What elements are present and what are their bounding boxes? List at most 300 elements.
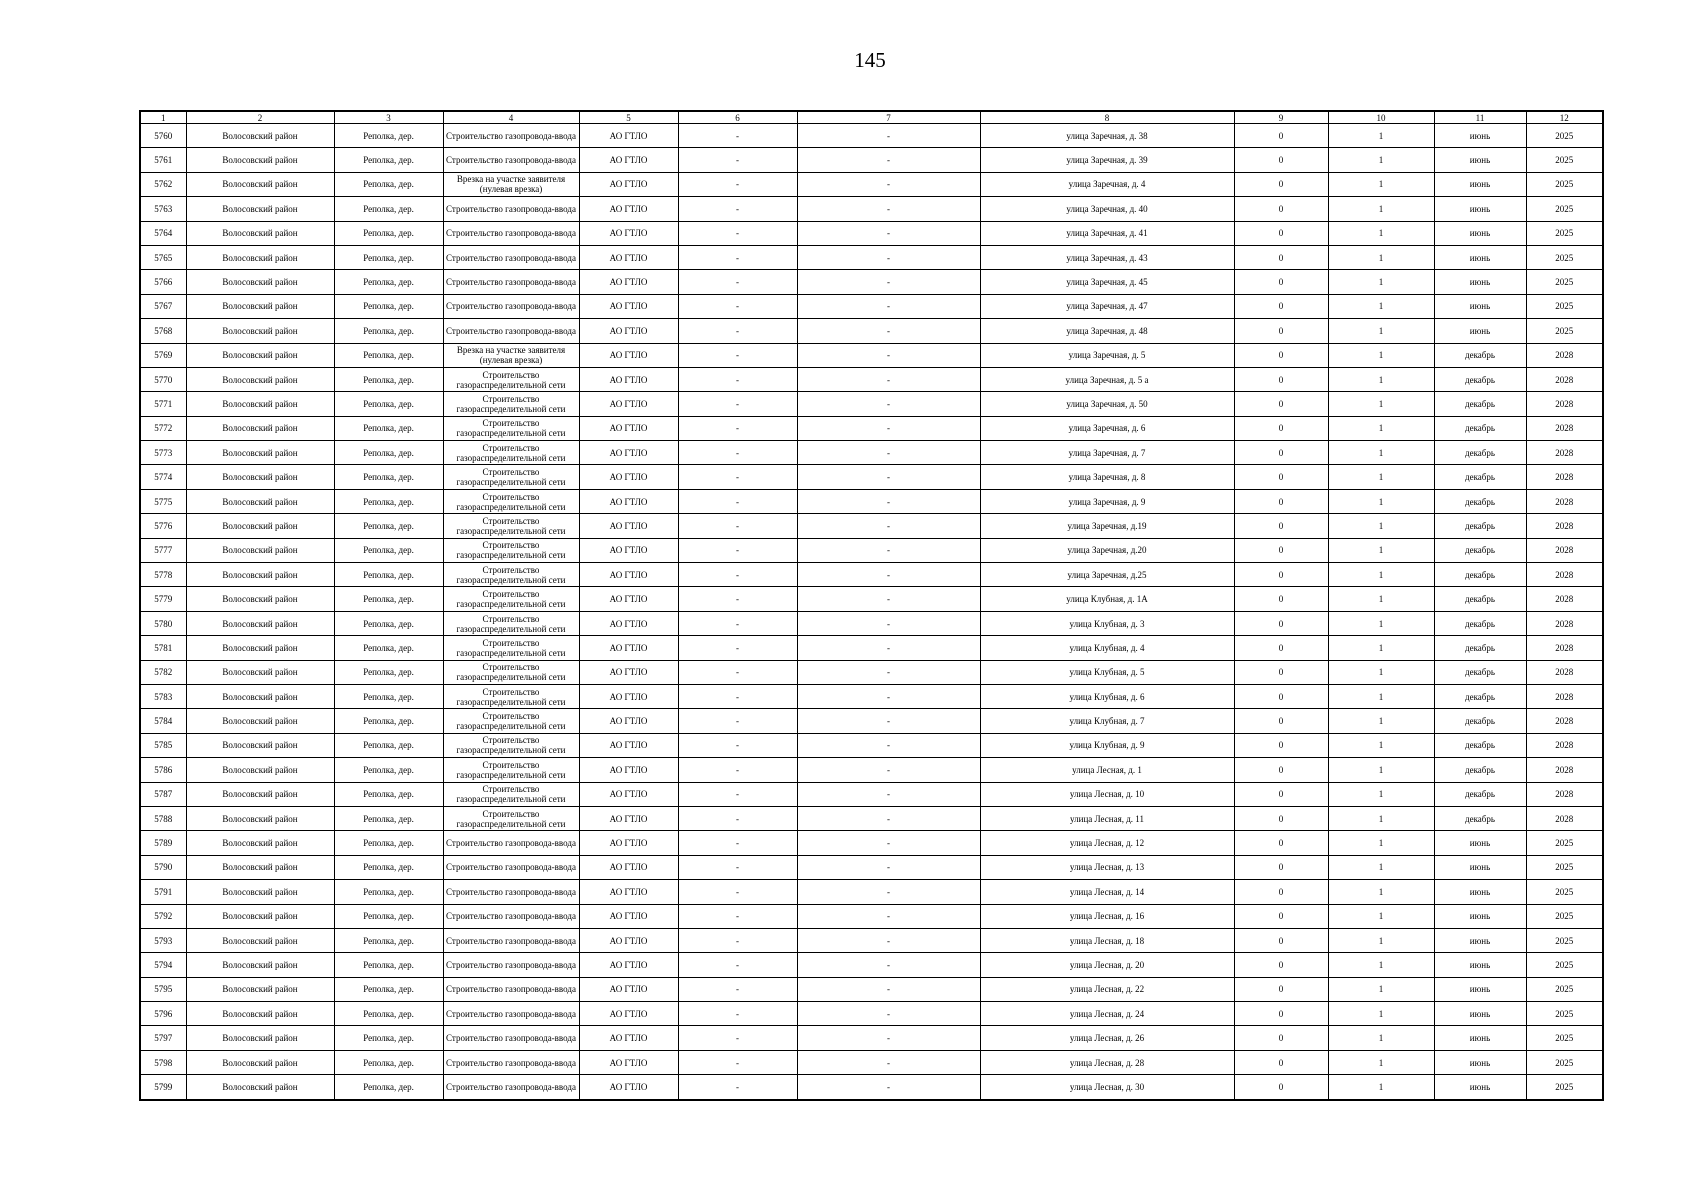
table-cell: Волосовский район [186, 124, 334, 148]
table-cell: улица Клубная, д. 3 [980, 611, 1234, 635]
table-cell: - [797, 806, 980, 830]
table-cell: АО ГТЛО [579, 514, 678, 538]
table-cell: АО ГТЛО [579, 343, 678, 367]
table-cell: АО ГТЛО [579, 416, 678, 440]
table-cell: 2028 [1526, 611, 1603, 635]
table-cell: - [797, 928, 980, 952]
table-cell: декабрь [1434, 392, 1526, 416]
table-cell: - [678, 172, 797, 196]
table-cell: АО ГТЛО [579, 709, 678, 733]
table-cell: Строительство газопровода-ввода [443, 319, 579, 343]
table-cell: декабрь [1434, 806, 1526, 830]
table-cell: Волосовский район [186, 928, 334, 952]
table-cell: 5764 [140, 221, 186, 245]
table-row [140, 514, 1603, 538]
table-cell: - [678, 367, 797, 391]
table-cell: декабрь [1434, 758, 1526, 782]
table-row [140, 782, 1603, 806]
table-cell: 1 [1328, 148, 1434, 172]
table-cell: 0 [1234, 904, 1328, 928]
table-cell: 1 [1328, 611, 1434, 635]
table-cell: Реполка, дер. [334, 806, 443, 830]
table-cell: АО ГТЛО [579, 172, 678, 196]
column-header: 5 [579, 111, 678, 124]
table-cell: - [678, 977, 797, 1001]
table-cell: Реполка, дер. [334, 782, 443, 806]
table-cell: июнь [1434, 855, 1526, 879]
table-cell: Строительство газораспределительной сети [443, 782, 579, 806]
table-cell: 2028 [1526, 563, 1603, 587]
table-cell: улица Заречная, д. 43 [980, 245, 1234, 269]
table-cell: - [797, 880, 980, 904]
table-cell: 1 [1328, 904, 1434, 928]
table-row [140, 758, 1603, 782]
table-cell: улица Клубная, д. 9 [980, 733, 1234, 757]
table-cell: Реполка, дер. [334, 684, 443, 708]
table-cell: - [678, 733, 797, 757]
table-cell: - [797, 636, 980, 660]
table-cell: 5797 [140, 1026, 186, 1050]
column-header: 2 [186, 111, 334, 124]
table-cell: улица Лесная, д. 26 [980, 1026, 1234, 1050]
table-cell: 0 [1234, 880, 1328, 904]
table-cell: - [678, 514, 797, 538]
table-cell: Волосовский район [186, 294, 334, 318]
table-cell: - [797, 1075, 980, 1100]
table-cell: - [797, 319, 980, 343]
table-cell: - [797, 197, 980, 221]
table-cell: Волосовский район [186, 489, 334, 513]
table-cell: АО ГТЛО [579, 904, 678, 928]
table-row [140, 343, 1603, 367]
table-cell: Реполка, дер. [334, 172, 443, 196]
column-header: 7 [797, 111, 980, 124]
table-cell: Строительство газопровода-ввода [443, 124, 579, 148]
table-cell: 2025 [1526, 928, 1603, 952]
table-cell: Реполка, дер. [334, 855, 443, 879]
table-cell: 1 [1328, 245, 1434, 269]
table-row [140, 733, 1603, 757]
table-cell: улица Клубная, д. 7 [980, 709, 1234, 733]
table-cell: 5799 [140, 1075, 186, 1100]
table-cell: 0 [1234, 319, 1328, 343]
table-cell: 1 [1328, 758, 1434, 782]
table-cell: - [797, 758, 980, 782]
table-cell: Волосовский район [186, 758, 334, 782]
table-cell: 0 [1234, 660, 1328, 684]
table-cell: Реполка, дер. [334, 538, 443, 562]
table-row [140, 294, 1603, 318]
table-cell: Строительство газопровода-ввода [443, 197, 579, 221]
table-cell: 2025 [1526, 1002, 1603, 1026]
table-row [140, 1050, 1603, 1074]
table-cell: июнь [1434, 880, 1526, 904]
column-header: 4 [443, 111, 579, 124]
header-row [140, 111, 1603, 124]
table-cell: Волосовский район [186, 221, 334, 245]
table-cell: - [678, 270, 797, 294]
table-cell: декабрь [1434, 489, 1526, 513]
table-cell: - [797, 245, 980, 269]
table-cell: улица Заречная, д. 6 [980, 416, 1234, 440]
table-cell: АО ГТЛО [579, 587, 678, 611]
table-cell: 5790 [140, 855, 186, 879]
table-cell: - [797, 538, 980, 562]
table-cell: 0 [1234, 684, 1328, 708]
table-cell: - [797, 977, 980, 1001]
table-cell: 1 [1328, 855, 1434, 879]
table-cell: улица Лесная, д. 30 [980, 1075, 1234, 1100]
table-cell: Реполка, дер. [334, 1075, 443, 1100]
table-cell: 0 [1234, 928, 1328, 952]
table-cell: 2028 [1526, 684, 1603, 708]
table-cell: 0 [1234, 172, 1328, 196]
table-cell: июнь [1434, 1002, 1526, 1026]
table-cell: - [678, 416, 797, 440]
table-cell: 2028 [1526, 587, 1603, 611]
table-cell: улица Лесная, д. 14 [980, 880, 1234, 904]
table-cell: июнь [1434, 1050, 1526, 1074]
table-cell: 1 [1328, 928, 1434, 952]
table-cell: 0 [1234, 831, 1328, 855]
table-cell: улица Заречная, д. 39 [980, 148, 1234, 172]
table-cell: Врезка на участке заявителя (нулевая врезка) [443, 172, 579, 196]
table-cell: 1 [1328, 221, 1434, 245]
table-cell: Волосовский район [186, 172, 334, 196]
table-cell: - [678, 1075, 797, 1100]
table-cell: июнь [1434, 221, 1526, 245]
table-cell: - [797, 611, 980, 635]
document-table [139, 110, 1604, 1101]
table-row [140, 392, 1603, 416]
table-cell: 2025 [1526, 245, 1603, 269]
table-cell: Волосовский район [186, 1050, 334, 1074]
table-cell: - [797, 489, 980, 513]
table-cell: - [678, 563, 797, 587]
table-cell: - [797, 392, 980, 416]
table-cell: Волосовский район [186, 782, 334, 806]
table-cell: Волосовский район [186, 514, 334, 538]
table-cell: 2025 [1526, 294, 1603, 318]
table-cell: 2025 [1526, 880, 1603, 904]
table-cell: Строительство газораспределительной сети [443, 660, 579, 684]
table-cell: 1 [1328, 880, 1434, 904]
table-cell: АО ГТЛО [579, 197, 678, 221]
table-cell: 5787 [140, 782, 186, 806]
table-cell: улица Заречная, д. 47 [980, 294, 1234, 318]
table-cell: АО ГТЛО [579, 831, 678, 855]
table-cell: 2025 [1526, 148, 1603, 172]
table-cell: Волосовский район [186, 367, 334, 391]
table-cell: АО ГТЛО [579, 221, 678, 245]
table-cell: июнь [1434, 977, 1526, 1001]
table-cell: АО ГТЛО [579, 758, 678, 782]
column-header: 6 [678, 111, 797, 124]
table-cell: Строительство газораспределительной сети [443, 538, 579, 562]
table-cell: - [797, 465, 980, 489]
table-cell: Волосовский район [186, 148, 334, 172]
table-cell: АО ГТЛО [579, 294, 678, 318]
table-cell: 0 [1234, 294, 1328, 318]
table-cell: Реполка, дер. [334, 660, 443, 684]
table-cell: АО ГТЛО [579, 782, 678, 806]
table-cell: - [797, 172, 980, 196]
table-body [140, 124, 1603, 1100]
table-cell: 0 [1234, 221, 1328, 245]
table-cell: 5773 [140, 441, 186, 465]
table-cell: Волосовский район [186, 1075, 334, 1100]
table-cell: Строительство газораспределительной сети [443, 611, 579, 635]
table-cell: - [678, 1050, 797, 1074]
table-cell: Строительство газораспределительной сети [443, 636, 579, 660]
table-cell: 0 [1234, 392, 1328, 416]
table-cell: - [678, 684, 797, 708]
table-cell: Реполка, дер. [334, 124, 443, 148]
table-cell: 0 [1234, 733, 1328, 757]
table-cell: АО ГТЛО [579, 928, 678, 952]
table-cell: 5784 [140, 709, 186, 733]
table-cell: 1 [1328, 1026, 1434, 1050]
table-cell: - [678, 221, 797, 245]
table-cell: Волосовский район [186, 684, 334, 708]
table-cell: 5786 [140, 758, 186, 782]
table-cell: декабрь [1434, 660, 1526, 684]
table-cell: Реполка, дер. [334, 148, 443, 172]
table-cell: Волосовский район [186, 1026, 334, 1050]
table-cell: - [678, 124, 797, 148]
table-cell: 0 [1234, 782, 1328, 806]
table-cell: АО ГТЛО [579, 270, 678, 294]
document-table-container [139, 110, 1604, 1101]
table-cell: декабрь [1434, 684, 1526, 708]
table-cell: Реполка, дер. [334, 1026, 443, 1050]
table-cell: декабрь [1434, 636, 1526, 660]
table-cell: улица Заречная, д. 5 а [980, 367, 1234, 391]
table-cell: Реполка, дер. [334, 1050, 443, 1074]
table-cell: 1 [1328, 465, 1434, 489]
table-row [140, 684, 1603, 708]
table-cell: декабрь [1434, 416, 1526, 440]
table-row [140, 416, 1603, 440]
table-cell: 5774 [140, 465, 186, 489]
table-cell: Строительство газопровода-ввода [443, 977, 579, 1001]
table-row [140, 1075, 1603, 1100]
table-cell: - [797, 587, 980, 611]
table-cell: Строительство газопровода-ввода [443, 294, 579, 318]
table-cell: Волосовский район [186, 270, 334, 294]
table-cell: 2028 [1526, 343, 1603, 367]
table-row [140, 831, 1603, 855]
table-cell: 2028 [1526, 758, 1603, 782]
table-cell: 5765 [140, 245, 186, 269]
table-cell: - [678, 806, 797, 830]
table-cell: Строительство газопровода-ввода [443, 221, 579, 245]
table-cell: Строительство газопровода-ввода [443, 831, 579, 855]
table-cell: 0 [1234, 611, 1328, 635]
table-cell: АО ГТЛО [579, 124, 678, 148]
table-cell: улица Заречная, д. 41 [980, 221, 1234, 245]
table-cell: 1 [1328, 709, 1434, 733]
table-cell: улица Заречная, д. 5 [980, 343, 1234, 367]
table-cell: 2025 [1526, 197, 1603, 221]
table-cell: улица Заречная, д. 40 [980, 197, 1234, 221]
table-cell: 1 [1328, 392, 1434, 416]
table-cell: Реполка, дер. [334, 611, 443, 635]
table-cell: Реполка, дер. [334, 343, 443, 367]
table-cell: - [797, 294, 980, 318]
table-cell: - [797, 1050, 980, 1074]
table-row [140, 806, 1603, 830]
table-cell: 0 [1234, 1026, 1328, 1050]
table-cell: Реполка, дер. [334, 441, 443, 465]
table-cell: Строительство газопровода-ввода [443, 245, 579, 269]
table-row [140, 197, 1603, 221]
table-cell: АО ГТЛО [579, 660, 678, 684]
table-cell: Волосовский район [186, 416, 334, 440]
table-cell: Строительство газопровода-ввода [443, 880, 579, 904]
column-header: 11 [1434, 111, 1526, 124]
table-cell: 5770 [140, 367, 186, 391]
table-row [140, 611, 1603, 635]
table-cell: декабрь [1434, 611, 1526, 635]
table-cell: - [797, 563, 980, 587]
table-row [140, 1002, 1603, 1026]
table-cell: 2028 [1526, 367, 1603, 391]
table-cell: 2025 [1526, 831, 1603, 855]
table-cell: 1 [1328, 977, 1434, 1001]
table-cell: Волосовский район [186, 977, 334, 1001]
table-cell: Волосовский район [186, 343, 334, 367]
table-cell: 2025 [1526, 172, 1603, 196]
table-row [140, 953, 1603, 977]
table-cell: 2028 [1526, 441, 1603, 465]
table-cell: 5772 [140, 416, 186, 440]
table-cell: 1 [1328, 782, 1434, 806]
table-cell: АО ГТЛО [579, 489, 678, 513]
table-cell: 1 [1328, 294, 1434, 318]
table-cell: улица Заречная, д. 4 [980, 172, 1234, 196]
table-cell: 2025 [1526, 319, 1603, 343]
table-cell: Волосовский район [186, 733, 334, 757]
table-cell: АО ГТЛО [579, 563, 678, 587]
table-cell: Строительство газопровода-ввода [443, 1002, 579, 1026]
table-row [140, 563, 1603, 587]
table-cell: улица Лесная, д. 10 [980, 782, 1234, 806]
table-cell: улица Заречная, д. 45 [980, 270, 1234, 294]
table-cell: 5781 [140, 636, 186, 660]
table-cell: - [678, 928, 797, 952]
table-cell: 1 [1328, 806, 1434, 830]
table-cell: Реполка, дер. [334, 636, 443, 660]
table-cell: - [678, 319, 797, 343]
table-cell: Реполка, дер. [334, 489, 443, 513]
table-cell: 2025 [1526, 855, 1603, 879]
table-cell: 0 [1234, 1075, 1328, 1100]
table-cell: - [678, 465, 797, 489]
table-cell: июнь [1434, 319, 1526, 343]
table-cell: Реполка, дер. [334, 465, 443, 489]
table-row [140, 172, 1603, 196]
table-cell: Волосовский район [186, 563, 334, 587]
table-cell: - [678, 855, 797, 879]
table-cell: Волосовский район [186, 197, 334, 221]
table-cell: 5761 [140, 148, 186, 172]
table-cell: 2028 [1526, 782, 1603, 806]
table-cell: 2028 [1526, 538, 1603, 562]
table-cell: Волосовский район [186, 904, 334, 928]
table-cell: 1 [1328, 953, 1434, 977]
table-cell: - [678, 709, 797, 733]
table-cell: улица Лесная, д. 28 [980, 1050, 1234, 1074]
table-cell: Врезка на участке заявителя (нулевая врезка) [443, 343, 579, 367]
table-cell: Реполка, дер. [334, 709, 443, 733]
table-cell: декабрь [1434, 343, 1526, 367]
table-cell: - [678, 953, 797, 977]
table-cell: улица Заречная, д. 48 [980, 319, 1234, 343]
table-cell: 0 [1234, 1002, 1328, 1026]
table-cell: 2025 [1526, 977, 1603, 1001]
table-cell: 1 [1328, 587, 1434, 611]
table-cell: АО ГТЛО [579, 148, 678, 172]
table-cell: Реполка, дер. [334, 928, 443, 952]
table-row [140, 587, 1603, 611]
table-cell: 5798 [140, 1050, 186, 1074]
table-row [140, 977, 1603, 1001]
table-cell: улица Лесная, д. 12 [980, 831, 1234, 855]
table-cell: 1 [1328, 538, 1434, 562]
table-cell: улица Лесная, д. 22 [980, 977, 1234, 1001]
table-cell: АО ГТЛО [579, 977, 678, 1001]
table-cell: Волосовский район [186, 441, 334, 465]
table-cell: - [678, 197, 797, 221]
table-cell: 1 [1328, 1050, 1434, 1074]
table-row [140, 245, 1603, 269]
table-row [140, 928, 1603, 952]
table-cell: - [797, 124, 980, 148]
table-cell: 0 [1234, 124, 1328, 148]
table-cell: 1 [1328, 636, 1434, 660]
table-cell: 2028 [1526, 709, 1603, 733]
table-cell: 2028 [1526, 392, 1603, 416]
table-cell: 0 [1234, 977, 1328, 1001]
table-cell: 5763 [140, 197, 186, 221]
table-cell: июнь [1434, 1026, 1526, 1050]
table-cell: 5768 [140, 319, 186, 343]
table-cell: - [678, 880, 797, 904]
table-cell: декабрь [1434, 514, 1526, 538]
table-cell: - [678, 1002, 797, 1026]
table-row [140, 319, 1603, 343]
table-cell: 1 [1328, 1002, 1434, 1026]
page-number: 145 [854, 48, 886, 72]
table-cell: 2028 [1526, 416, 1603, 440]
table-cell: Строительство газораспределительной сети [443, 587, 579, 611]
table-cell: декабрь [1434, 538, 1526, 562]
table-row [140, 148, 1603, 172]
table-cell: АО ГТЛО [579, 684, 678, 708]
table-cell: - [797, 709, 980, 733]
table-cell: 0 [1234, 953, 1328, 977]
table-cell: улица Заречная, д. 7 [980, 441, 1234, 465]
table-row [140, 367, 1603, 391]
table-cell: улица Лесная, д. 18 [980, 928, 1234, 952]
table-cell: улица Лесная, д. 24 [980, 1002, 1234, 1026]
table-cell: улица Заречная, д.19 [980, 514, 1234, 538]
table-cell: 5795 [140, 977, 186, 1001]
table-cell: улица Клубная, д. 6 [980, 684, 1234, 708]
table-cell: - [678, 831, 797, 855]
table-cell: 2028 [1526, 514, 1603, 538]
